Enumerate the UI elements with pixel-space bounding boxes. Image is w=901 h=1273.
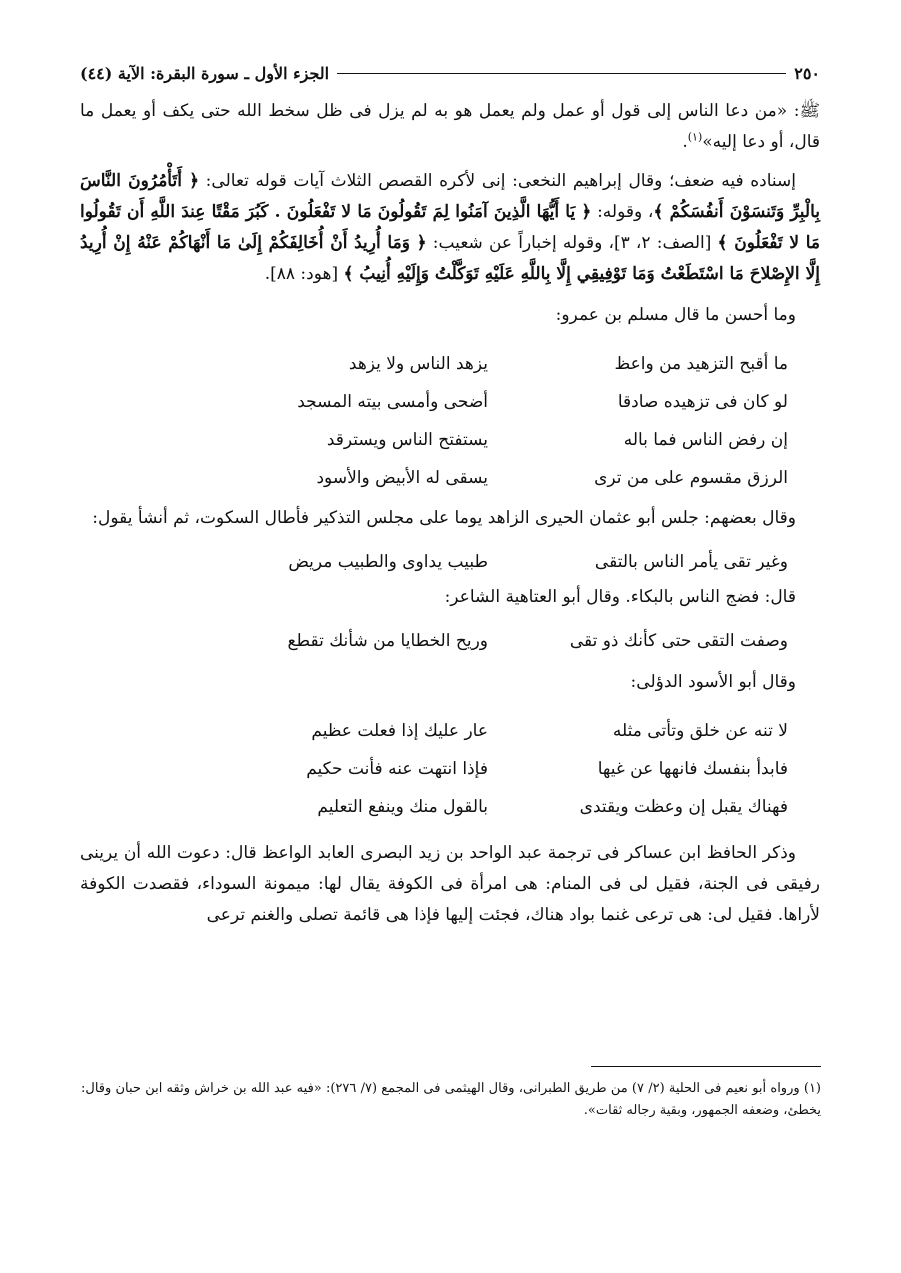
verse-row <box>80 421 820 459</box>
verse-hemistich-second: وريح الخطايا من شأنك تقطع <box>287 631 488 651</box>
footnote-separator <box>591 1066 821 1067</box>
verse-hemistich-second: أضحى وأمسى بيته المسجد <box>297 392 488 412</box>
quran-verse-3: ﴿ وَمَا أُرِيدُ أَنْ أُخَالِفَكُمْ إِلَىٰ مَا أَنْهَاكُمْ عَنْهُ إِنْ أُرِيدُ إِلَّا الإِصْلاحَ مَا اسْتَطَعْتُ وَمَا تَوْفِيقِي إِلَّا بِاللَّهِ عَلَيْهِ تَوَكَّلْتُ وَإِلَيْهِ أُنِيبُ ﴾ <box>80 233 820 284</box>
verse-hemistich-second: عار عليك إذا فعلت عظيم <box>311 721 488 741</box>
verse-hemistich-second: يستفتح الناس ويسترقد <box>326 430 488 450</box>
quran-verse-1: ﴿ أَتَأْمُرُونَ النَّاسَ بِالْبِرِّ وَتَنسَوْنَ أَنفُسَكُمْ ﴾ <box>80 171 820 222</box>
verse-hemistich-first: وصفت التقى حتى كأنك ذو تقى <box>569 631 788 651</box>
paragraph-hadith <box>80 96 820 158</box>
paragraph-abul-atahiya: قال: فضج الناس بالبكاء. وقال أبو العتاهية الشاعر: <box>444 587 796 607</box>
verse-hemistich-first: إن رفض الناس فما باله <box>623 430 788 450</box>
isnad-text-3: [الصف: ٢، ٣]، وقوله إخباراً عن شعيب: <box>426 233 718 253</box>
verse-hemistich-first: ما أقبح التزهيد من واعظ <box>614 354 788 374</box>
verse-hemistich-second: فإذا انتهت عنه فأنت حكيم <box>306 759 488 779</box>
footnote-ref[interactable]: (١) <box>687 130 703 144</box>
verse-hemistich-second: يزهد الناس ولا يزهد <box>348 354 488 374</box>
verse-row <box>80 712 820 750</box>
poem-abul-aswad <box>80 712 820 826</box>
header-rule <box>337 73 786 74</box>
verse-hemistich-second: طبيب يداوى والطبيب مريض <box>288 552 488 572</box>
verse-hemistich-first: الرزق مقسوم على من ترى <box>594 468 788 488</box>
isnad-text-4: [هود: ٨٨]. <box>264 264 344 284</box>
verse-row <box>80 788 820 826</box>
header-title: الجزء الأول ـ سورة البقرة: الآية (٤٤) <box>80 63 330 83</box>
isnad-text-2: ، وقوله: <box>591 202 654 222</box>
poem-muslim-ibn-amr <box>80 345 820 497</box>
paragraph-abu-uthman: وقال بعضهم: جلس أبو عثمان الحيرى الزاهد يوما على مجلس التذكير فأطال السكوت، ثم أنشأ يقول: <box>92 508 796 528</box>
verse-abul-atahiya <box>80 621 820 661</box>
hadith-text: ﷺ: «من دعا الناس إلى قول أو عمل ولم يعمل هو به لم يزل فى ظل سخط الله حتى يكف أو يعمل ما قال، أو دعا إليه» <box>80 101 820 152</box>
book-page <box>80 60 820 931</box>
verse-row <box>80 345 820 383</box>
verse-hemistich-second: يسقى له الأبيض والأسود <box>316 468 488 488</box>
verse-hemistich-first: فهناك يقبل إن وعظت ويقتدى <box>579 797 788 817</box>
verse-row <box>80 383 820 421</box>
paragraph-ibn-asakir: وذكر الحافظ ابن عساكر فى ترجمة عبد الواحد بن زيد البصرى العابد الواعظ قال: دعوت الله أن يرينى رفيقى فى الجنة، فقيل لى فى المنام: هى امرأة فى الكوفة يقال لها: ميمونة السوداء، فقصدت الكوفة لأراها. فقيل لى: هى ترعى غنما بواد هناك، فجئت إليها فإذا هى قائمة تصلى والغنم ترعى <box>80 843 820 925</box>
running-header <box>80 60 820 86</box>
verse-row <box>80 750 820 788</box>
verse-hemistich-second: بالقول منك وينفع التعليم <box>317 797 488 817</box>
verse-hemistich-first: لا تنه عن خلق وتأتى مثله <box>612 721 788 741</box>
verse-hemistich-first: وغير تقى يأمر الناس بالتقى <box>594 552 788 572</box>
poem-intro-abul-aswad: وقال أبو الأسود الدؤلى: <box>630 672 796 692</box>
hadith-tail: . <box>682 132 688 152</box>
page-number: ٢٥٠ <box>794 63 820 83</box>
verse-row <box>80 459 820 497</box>
footnote-1: (١) ورواه أبو نعيم فى الحلية (٢/ ٧) من طريق الطبرانى، وقال الهيثمى فى المجمع (٧/ ٢٧٦): «فيه عبد الله بن خراش وثقه ابن حبان وقال: يخطئ، وضعفه الجمهور، وبقية رجاله ثقات». <box>81 1081 821 1118</box>
verse-hemistich-first: لو كان فى تزهيده صادقا <box>617 392 788 412</box>
poem-intro-muslim: وما أحسن ما قال مسلم بن عمرو: <box>555 305 796 325</box>
verse-hemistich-first: فابدأ بنفسك فانهها عن غيها <box>597 759 788 779</box>
verse-abu-uthman <box>80 542 820 582</box>
quran-verse-2: ﴿ يَا أَيُّهَا الَّذِينَ آمَنُوا لِمَ تَقُولُونَ مَا لا تَفْعَلُونَ . كَبُرَ مَقْتًا عِندَ اللَّهِ أَن تَقُولُوا مَا لا تَفْعَلُونَ ﴾ <box>80 202 821 253</box>
isnad-text-1: إسناده فيه ضعف؛ وقال إبراهيم النخعى: إنى لأكره القصص الثلاث آيات قوله تعالى: <box>199 171 796 191</box>
paragraph-isnad <box>80 166 820 290</box>
